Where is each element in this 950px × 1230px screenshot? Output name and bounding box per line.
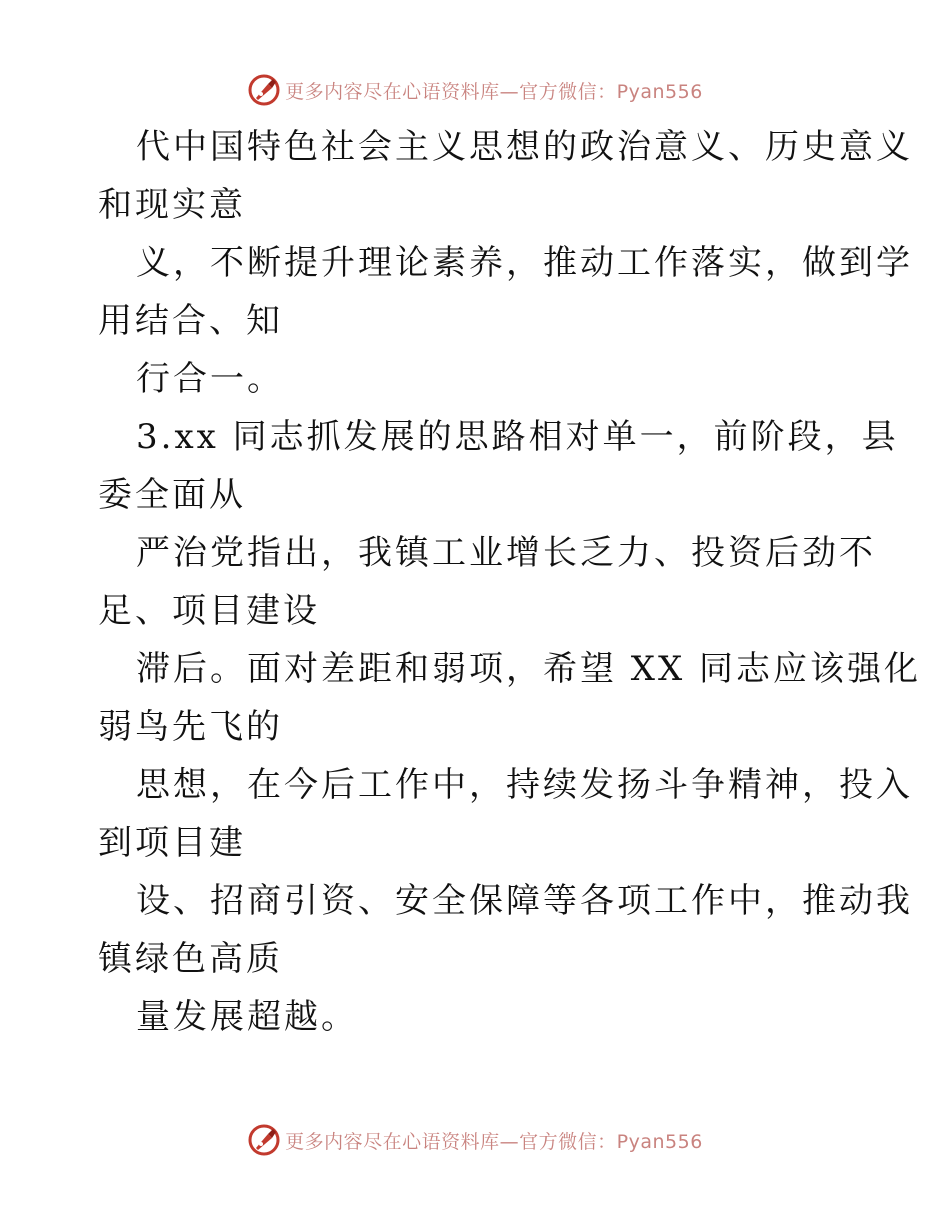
body-line: 代中国特色社会主义思想的政治意义、历史意义 (136, 127, 913, 167)
body-line: 行合一。 (136, 359, 284, 399)
body-line: 委全面从 (98, 475, 246, 515)
pen-nib-logo-icon (247, 73, 281, 107)
body-line: 和现实意 (98, 185, 246, 225)
header-banner-text: 更多内容尽在心语资料库—官方微信：Pyan556 (285, 80, 703, 103)
document-body (98, 118, 922, 1046)
body-line: 3.xx 同志抓发展的思路相对单一，前阶段，县 (136, 417, 899, 457)
body-line: 用结合、知 (98, 301, 283, 341)
body-line: 镇绿色高质 (98, 939, 283, 979)
footer-banner-text: 更多内容尽在心语资料库—官方微信：Pyan556 (285, 1130, 703, 1153)
pen-nib-logo-icon (247, 1123, 281, 1157)
body-line: 到项目建 (98, 823, 246, 863)
body-line: 弱鸟先飞的 (98, 707, 283, 747)
body-line: 义，不断提升理论素养，推动工作落实，做到学 (136, 243, 913, 283)
body-line: 滞后。面对差距和弱项，希望 XX 同志应该强化 (136, 649, 922, 689)
body-line: 严治党指出，我镇工业增长乏力、投资后劲不 (136, 533, 876, 573)
header-banner (0, 70, 950, 110)
footer-banner (0, 1120, 950, 1160)
body-line: 量发展超越。 (136, 997, 358, 1037)
body-line: 思想，在今后工作中，持续发扬斗争精神，投入 (136, 765, 913, 805)
body-line: 足、项目建设 (98, 591, 320, 631)
body-line: 设、招商引资、安全保障等各项工作中，推动我 (136, 881, 913, 921)
